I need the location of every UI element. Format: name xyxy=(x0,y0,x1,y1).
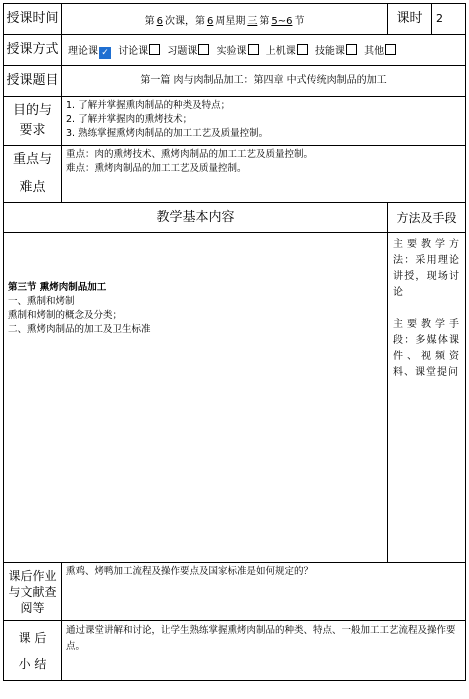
option-exercise-label: 习题课 xyxy=(167,45,198,57)
option-exercise[interactable] xyxy=(167,46,209,57)
goal-item: 1. 了解并掌握熏肉制品的种类及特点； xyxy=(66,100,231,111)
content-title: 教学基本内容 xyxy=(4,203,388,233)
goal-item: 3. 熟练掌握熏烤肉制品的加工工艺及质量控制。 xyxy=(66,128,269,139)
option-other-label: 其他 xyxy=(364,45,385,57)
summary-value: 通过课堂讲解和讨论，让学生熟练掌握熏烤肉制品的种类、特点、一般加工工艺流程及操作要点。 xyxy=(62,621,466,681)
hours-value: 2 xyxy=(432,4,466,35)
content-line: 二、熏烤肉制品的加工及卫生标准 xyxy=(8,324,151,335)
periods: 5~6 xyxy=(271,15,293,27)
goals-label-line1: 目的与 xyxy=(12,103,52,118)
hours-label: 课时 xyxy=(388,4,432,35)
time-label: 授课时间 xyxy=(4,4,62,35)
summary-label-line1: 课 后 xyxy=(18,630,47,645)
homework-label-line1: 课后作业 xyxy=(8,568,57,583)
checkbox-empty-icon[interactable] xyxy=(297,44,308,55)
method-title: 方法及手段 xyxy=(388,203,466,233)
topic-row xyxy=(4,66,466,97)
period-suffix: 节 xyxy=(294,15,305,27)
option-lab[interactable] xyxy=(217,46,259,57)
time-value xyxy=(62,4,388,35)
lesson-plan-page xyxy=(3,3,465,692)
keypoints-label-line2: 难点 xyxy=(19,180,46,195)
goal-item: 2. 了解并掌握肉的熏烤技术； xyxy=(66,114,193,125)
lesson-suffix: 次课，第 xyxy=(164,15,205,27)
period-prefix: 第 xyxy=(259,15,270,27)
checkbox-empty-icon[interactable] xyxy=(248,44,259,55)
goals-label xyxy=(4,97,62,146)
checkbox-empty-icon[interactable] xyxy=(149,44,160,55)
content-line: 一、熏制和烤制 xyxy=(8,296,75,307)
option-discussion-label: 讨论课 xyxy=(118,45,149,57)
option-computer[interactable] xyxy=(266,46,308,57)
method-body xyxy=(388,233,466,563)
section-header-row xyxy=(4,203,466,233)
checkbox-checked-icon[interactable]: ✓ xyxy=(99,47,111,59)
topic-label: 授课题目 xyxy=(4,66,62,97)
checkbox-empty-icon[interactable] xyxy=(346,44,357,55)
method-label: 授课方式 xyxy=(4,35,62,66)
homework-label xyxy=(4,563,62,621)
checkbox-empty-icon[interactable] xyxy=(198,44,209,55)
keypoints-label-line1: 重点与 xyxy=(12,152,52,167)
option-skill-label: 技能课 xyxy=(314,45,345,57)
summary-label-line2: 小 结 xyxy=(18,656,47,671)
keypoint-item: 重点：肉的熏烤技术、熏烤肉制品的加工工艺及质量控制。 xyxy=(66,149,314,160)
method-row xyxy=(4,35,466,66)
option-discussion[interactable] xyxy=(118,46,160,57)
option-skill[interactable] xyxy=(315,46,357,57)
topic-value: 第一篇 肉与肉制品加工：第四章 中式传统肉制品的加工 xyxy=(62,66,466,97)
homework-value: 熏鸡、烤鸭加工流程及操作要点及国家标准是如何规定的？ xyxy=(62,563,466,621)
week-suffix: 周星期 xyxy=(215,15,246,27)
lesson-number: 6 xyxy=(156,15,163,27)
keypoints-label xyxy=(4,146,62,203)
content-heading: 第三节 熏烤肉制品加工 xyxy=(8,282,107,293)
summary-label xyxy=(4,621,62,681)
goals-row xyxy=(4,97,466,146)
homework-label-line2: 与文献查 xyxy=(8,584,57,599)
lesson-plan-table xyxy=(3,3,466,681)
method-text-means: 主要教学手段：多媒体课件、视频资料、课堂提问 xyxy=(393,319,461,378)
option-other[interactable] xyxy=(364,46,396,57)
homework-row xyxy=(4,563,466,621)
goals-list xyxy=(62,97,466,146)
keypoints-list xyxy=(62,146,466,203)
option-lecture-label: 理论课 xyxy=(68,45,98,57)
option-computer-label: 上机课 xyxy=(265,45,296,57)
lesson-prefix: 第 xyxy=(144,15,155,27)
keypoint-item: 难点：熏烤肉制品的加工工艺及质量控制。 xyxy=(66,163,247,174)
checkbox-empty-icon[interactable] xyxy=(385,44,396,55)
content-line: 熏制和烤制的概念及分类； xyxy=(8,310,123,321)
content-body xyxy=(4,233,388,563)
option-lecture[interactable] xyxy=(68,46,111,57)
week-number: 6 xyxy=(206,15,214,27)
goals-label-line2: 要求 xyxy=(19,123,46,138)
method-text-approach: 主要教学方法：采用理论讲授，现场讨论 xyxy=(393,239,461,298)
content-row xyxy=(4,233,466,563)
option-lab-label: 实验课 xyxy=(216,45,247,57)
homework-label-line3: 阅等 xyxy=(20,600,45,615)
weekday: 三 xyxy=(247,15,258,27)
method-options xyxy=(62,35,466,66)
keypoints-row xyxy=(4,146,466,203)
time-row xyxy=(4,4,466,35)
summary-row xyxy=(4,621,466,681)
